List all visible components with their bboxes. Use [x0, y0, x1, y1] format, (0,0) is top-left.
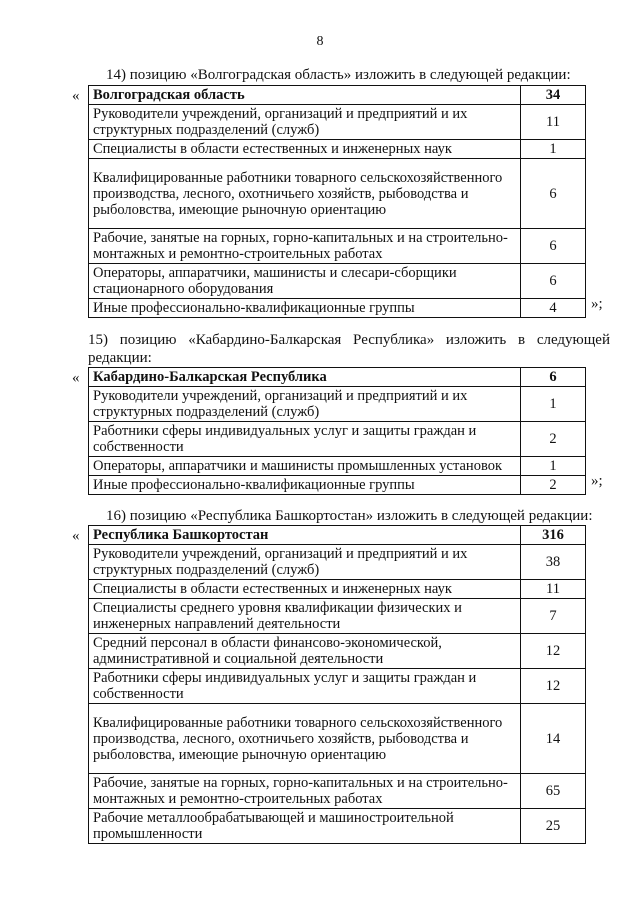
page-number: 8	[316, 34, 324, 49]
table-row	[89, 457, 586, 476]
row-value: 1	[521, 140, 586, 159]
section-16-quote-open: «	[72, 528, 80, 544]
row-value: 14	[521, 704, 586, 774]
row-value: 2	[521, 422, 586, 457]
table-row	[89, 159, 586, 229]
section-14-quote-close: »;	[591, 296, 603, 312]
row-value: 11	[521, 105, 586, 140]
row-label: Рабочие металлообрабатывающей и машиностроительной промышленности	[89, 809, 521, 844]
region-name: Волгоградская область	[89, 86, 521, 105]
row-label: Рабочие, занятые на горных, горно-капитальных и на строительно-монтажных и ремонтно-строительных работах	[89, 229, 521, 264]
row-value: 65	[521, 774, 586, 809]
table-row	[89, 299, 586, 318]
row-label: Рабочие, занятые на горных, горно-капитальных и на строительно-монтажных и ремонтно-строительных работах	[89, 774, 521, 809]
region-total: 316	[521, 526, 586, 545]
row-value: 38	[521, 545, 586, 580]
row-label: Работники сферы индивидуальных услуг и защиты граждан и собственности	[89, 669, 521, 704]
section-14-table	[88, 85, 586, 318]
section-15-intro-line2: редакции:	[88, 350, 152, 366]
region-name: Республика Башкортостан	[89, 526, 521, 545]
section-14-intro: 14) позицию «Волгоградская область» изложить в следующей редакции:	[106, 67, 571, 83]
region-name: Кабардино-Балкарская Республика	[89, 368, 521, 387]
row-label: Операторы, аппаратчики, машинисты и слесари-сборщики стационарного оборудования	[89, 264, 521, 299]
section-15-quote-open: «	[72, 370, 80, 386]
table-row	[89, 545, 586, 580]
row-value: 6	[521, 159, 586, 229]
row-label: Специалисты в области естественных и инженерных наук	[89, 580, 521, 599]
row-value: 6	[521, 229, 586, 264]
row-value: 12	[521, 669, 586, 704]
table-row	[89, 105, 586, 140]
row-value: 11	[521, 580, 586, 599]
region-total: 34	[521, 86, 586, 105]
row-label: Руководители учреждений, организаций и предприятий и их структурных подразделений (служб)	[89, 545, 521, 580]
table-row	[89, 476, 586, 495]
table-row	[89, 229, 586, 264]
table-row	[89, 634, 586, 669]
row-value: 6	[521, 264, 586, 299]
table-header-row	[89, 526, 586, 545]
table-header-row	[89, 368, 586, 387]
row-value: 1	[521, 387, 586, 422]
row-label: Квалифицированные работники товарного сельскохозяйственного производства, лесного, охотничьего хозяйств, рыбоводства и рыболовства, имеющие рыночную ориентацию	[89, 704, 521, 774]
table-row	[89, 422, 586, 457]
row-label: Операторы, аппаратчики и машинисты промышленных установок	[89, 457, 521, 476]
section-15-quote-close: »;	[591, 473, 603, 489]
table-row	[89, 580, 586, 599]
table-row	[89, 704, 586, 774]
section-16-table	[88, 525, 586, 844]
row-value: 12	[521, 634, 586, 669]
row-label: Специалисты среднего уровня квалификации физических и инженерных направлений деятельности	[89, 599, 521, 634]
row-label: Квалифицированные работники товарного сельскохозяйственного производства, лесного, охотничьего хозяйств, рыбоводства и рыболовства, имеющие рыночную ориентацию	[89, 159, 521, 229]
table-header-row	[89, 86, 586, 105]
row-label: Средний персонал в области финансово-экономической, административной и социальной деятельности	[89, 634, 521, 669]
row-label: Работники сферы индивидуальных услуг и защиты граждан и собственности	[89, 422, 521, 457]
table-row	[89, 809, 586, 844]
row-value: 2	[521, 476, 586, 495]
row-label: Иные профессионально-квалификационные группы	[89, 476, 521, 495]
region-total: 6	[521, 368, 586, 387]
row-label: Руководители учреждений, организаций и предприятий и их структурных подразделений (служб)	[89, 105, 521, 140]
section-15-intro-line1: 15) позицию «Кабардино-Балкарская Республика» изложить в следующей	[88, 332, 610, 348]
row-label: Иные профессионально-квалификационные группы	[89, 299, 521, 318]
row-label: Руководители учреждений, организаций и предприятий и их структурных подразделений (служб)	[89, 387, 521, 422]
table-row	[89, 774, 586, 809]
row-value: 7	[521, 599, 586, 634]
row-value: 25	[521, 809, 586, 844]
table-row	[89, 669, 586, 704]
row-label: Специалисты в области естественных и инженерных наук	[89, 140, 521, 159]
table-row	[89, 387, 586, 422]
row-value: 4	[521, 299, 586, 318]
table-row	[89, 140, 586, 159]
table-row	[89, 264, 586, 299]
section-14-quote-open: «	[72, 88, 80, 104]
row-value: 1	[521, 457, 586, 476]
section-16-intro: 16) позицию «Республика Башкортостан» изложить в следующей редакции:	[106, 508, 593, 524]
section-15-table	[88, 367, 586, 495]
table-row	[89, 599, 586, 634]
